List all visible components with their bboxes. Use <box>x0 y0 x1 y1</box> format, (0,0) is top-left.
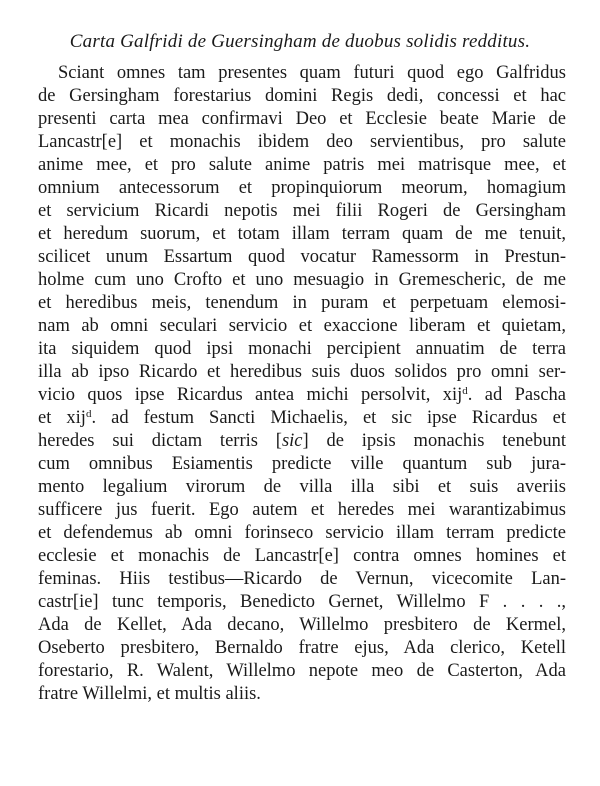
text-line <box>38 292 566 315</box>
text-segment: . ad Pascha <box>467 385 566 405</box>
text-segment: ] de ipsis monachis tenebunt <box>302 431 566 451</box>
text-line <box>38 637 566 660</box>
text-line <box>38 476 566 499</box>
text-line <box>38 200 566 223</box>
text-line <box>38 131 566 154</box>
text-segment: sufficere jus fuerit. Ego autem et heredes mei warantizabimus <box>38 500 566 520</box>
text-segment: mento legalium virorum de villa illa sibi et suis averiis <box>38 477 566 497</box>
text-segment: et xij <box>38 408 86 428</box>
text-line <box>38 545 566 568</box>
text-line <box>38 499 566 522</box>
text-line <box>38 614 566 637</box>
text-line <box>38 591 566 614</box>
text-segment: forestario, R. Walent, Willelmo nepote meo de Casterton, Ada <box>38 661 566 681</box>
text-segment: Sciant omnes tam presentes quam futuri quod ego Galfridus <box>58 63 566 83</box>
text-segment: castr[ie] tunc temporis, Benedicto Gernet, Willelmo F . . . ., <box>38 592 566 612</box>
charter-body <box>38 62 566 706</box>
superscript: d <box>85 408 92 420</box>
text-line <box>38 568 566 591</box>
text-segment: de Gersingham forestarius domini Regis dedi, concessi et hac <box>38 86 566 106</box>
text-line <box>38 361 566 384</box>
text-segment: heredes sui dictam terris [ <box>38 431 282 451</box>
text-segment: holme cum uno Crofto et uno mesuagio in Gremescheric, de me <box>38 270 566 290</box>
text-segment: vicio quos ipse Ricardus antea michi persolvit, xij <box>38 385 463 405</box>
text-segment: cum omnibus Esiamentis predicte ville quantum sub jura- <box>38 454 566 474</box>
text-line <box>38 154 566 177</box>
text-line <box>38 453 566 476</box>
text-line <box>38 660 566 683</box>
superscript: d <box>462 385 468 397</box>
text-line <box>38 338 566 361</box>
text-segment: et heredibus meis, tenendum in puram et perpetuam elemosi- <box>38 293 566 313</box>
text-segment: feminas. Hiis testibus—Ricardo de Vernun, vicecomite Lan- <box>38 569 566 589</box>
text-segment: sic <box>281 431 303 451</box>
text-segment: Lancastr[e] et monachis ibidem deo servientibus, pro salute <box>38 132 566 152</box>
text-line <box>38 407 566 430</box>
text-line <box>38 223 566 246</box>
text-line <box>38 430 566 453</box>
text-line <box>38 62 566 85</box>
text-segment: et heredum suorum, et totam illam terram quam de me tenuit, <box>38 224 566 244</box>
text-line <box>38 683 566 706</box>
text-line <box>38 522 566 545</box>
text-segment: fratre Willelmi, et multis aliis. <box>38 684 261 704</box>
text-segment: . ad festum Sancti Michaelis, et sic ipse Ricardus et <box>91 408 566 428</box>
text-line <box>38 315 566 338</box>
text-segment: ecclesie et monachis de Lancastr[e] contra omnes homines et <box>38 546 566 566</box>
charter-title: Carta Galfridi de Guersingham de duobus solidis redditus. <box>69 31 531 52</box>
text-segment: anime mee, et pro salute anime patris mei matrisque mee, et <box>38 155 566 175</box>
text-segment: ita siquidem quod ipsi monachi percipient annuatim de terra <box>38 339 566 359</box>
text-segment: Ada de Kellet, Ada decano, Willelmo presbitero de Kermel, <box>38 615 566 635</box>
text-line <box>38 85 566 108</box>
text-line <box>38 177 566 200</box>
text-segment: Oseberto presbitero, Bernaldo fratre ejus, Ada clerico, Ketell <box>38 638 566 658</box>
text-segment: et defendemus ab omni forinseco servicio illam terram predicte <box>38 523 566 543</box>
text-line <box>38 269 566 292</box>
text-segment: illa ab ipso Ricardo et heredibus suis duos solidos pro omni ser- <box>38 362 566 382</box>
text-segment: presenti carta mea confirmavi Deo et Ecclesie beate Marie de <box>38 109 566 129</box>
text-segment: omnium antecessorum et propinquiorum meorum, homagium <box>38 178 566 198</box>
text-segment: et servicium Ricardi nepotis mei filii Rogeri de Gersingham <box>38 201 566 221</box>
text-segment: scilicet unum Essartum quod vocatur Ramessorm in Prestun- <box>38 247 566 267</box>
text-line <box>38 384 566 407</box>
text-line <box>38 246 566 269</box>
text-segment: nam ab omni seculari servicio et exaccione liberam et quietam, <box>38 316 566 336</box>
text-line <box>38 108 566 131</box>
